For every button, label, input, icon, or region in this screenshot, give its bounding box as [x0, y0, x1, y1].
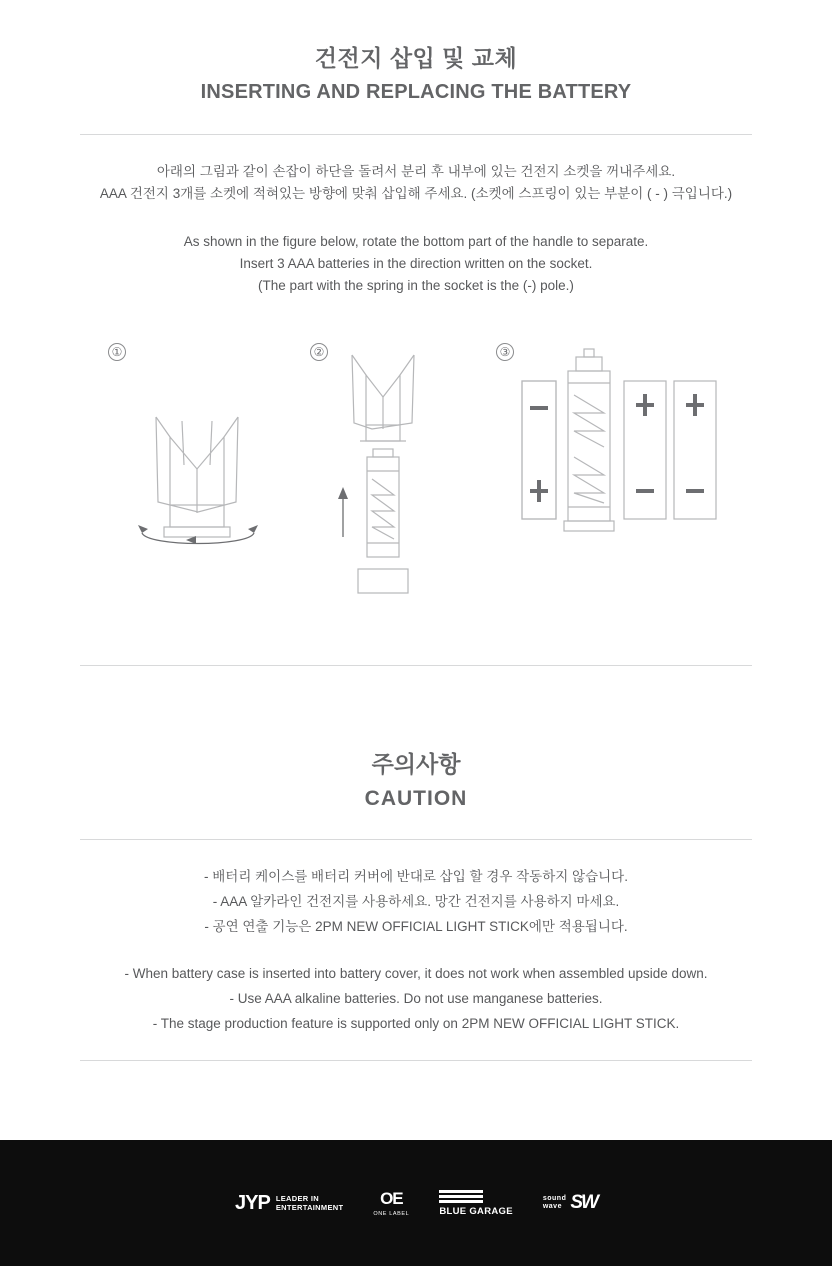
logo-jyp-entertainment: [235, 1192, 343, 1215]
caution-title-korean: 주의사항: [371, 751, 461, 777]
figure-step-1: [108, 337, 288, 557]
one-label-wordmark: OE: [380, 1189, 403, 1208]
caution-item-ko: - 배터리 케이스를 배터리 커버에 반대로 삽입 할 경우 작동하지 않습니다.: [204, 869, 628, 884]
blue-garage-bars-icon: [439, 1190, 483, 1203]
figure-step-3: [496, 337, 746, 567]
step-number-1: ①: [108, 343, 126, 361]
figure-group: [0, 337, 832, 637]
footer-logo-bar: [0, 1140, 832, 1266]
soundwave-wordmark: SW: [570, 1192, 597, 1213]
figure-step-2: [310, 337, 440, 597]
jyp-tagline-line2: ENTERTAINMENT: [275, 1203, 344, 1212]
caution-title-english: CAUTION: [364, 787, 468, 810]
remove-socket-illustration: [310, 337, 440, 597]
rotate-handle-illustration: [108, 337, 288, 557]
instruction-ko-line: 아래의 그림과 같이 손잡이 하단을 돌려서 분리 후 내부에 있는 건전지 소켓을 꺼내주세요.: [156, 164, 676, 179]
logo-blue-garage: [439, 1190, 513, 1217]
caution-list-english: [0, 961, 832, 1036]
jyp-wordmark: JYP: [235, 1191, 270, 1214]
step-number-3: ③: [496, 343, 514, 361]
caution-item-ko: - AAA 알카라인 건전지를 사용하세요. 망간 건전지를 사용하지 마세요.: [212, 894, 620, 909]
step-number-2: ②: [310, 343, 328, 361]
insert-batteries-illustration: [496, 337, 746, 567]
divider-caution-top: [80, 839, 752, 840]
instruction-en-line: (The part with the spring in the socket is the (-) pole.): [258, 278, 574, 293]
divider-caution-bottom: [80, 1060, 752, 1061]
caution-item-en: - Use AAA alkaline batteries. Do not use manganese batteries.: [229, 991, 603, 1006]
caution-list-korean: [0, 864, 832, 939]
jyp-tagline-line1: LEADER IN: [275, 1194, 319, 1203]
caution-item-en: - The stage production feature is supported only on 2PM NEW OFFICIAL LIGHT STICK.: [152, 1016, 680, 1031]
title-english: INSERTING AND REPLACING THE BATTERY: [200, 81, 632, 103]
soundwave-line1: sound: [542, 1195, 567, 1202]
instruction-ko-line: AAA 건전지 3개를 소켓에 적혀있는 방향에 맞춰 삽입해 주세요. (소켓에 스프링이 있는 부분이 ( - ) 극입니다.): [99, 186, 733, 201]
page-title: [0, 0, 832, 104]
soundwave-line2: wave: [542, 1203, 562, 1210]
logo-soundwave: [543, 1192, 597, 1214]
divider-top: [80, 134, 752, 135]
title-korean: 건전지 삽입 및 교체: [314, 45, 518, 71]
logo-one-label: [373, 1189, 409, 1217]
instructions-english: [0, 231, 832, 297]
instruction-en-line: As shown in the figure below, rotate the bottom part of the handle to separate.: [183, 234, 649, 249]
one-label-sub: ONE LABEL: [373, 1211, 410, 1217]
instruction-en-line: Insert 3 AAA batteries in the direction written on the socket.: [239, 256, 593, 271]
caution-item-en: - When battery case is inserted into battery cover, it does not work when assembled upside down.: [124, 966, 708, 981]
caution-heading: [0, 746, 832, 811]
blue-garage-wordmark: BLUE GARAGE: [439, 1205, 513, 1217]
caution-item-ko: - 공연 연출 기능은 2PM NEW OFFICIAL LIGHT STICK에만 적용됩니다.: [204, 919, 628, 934]
divider-after-figures: [80, 665, 752, 666]
instructions-korean: [0, 161, 832, 205]
